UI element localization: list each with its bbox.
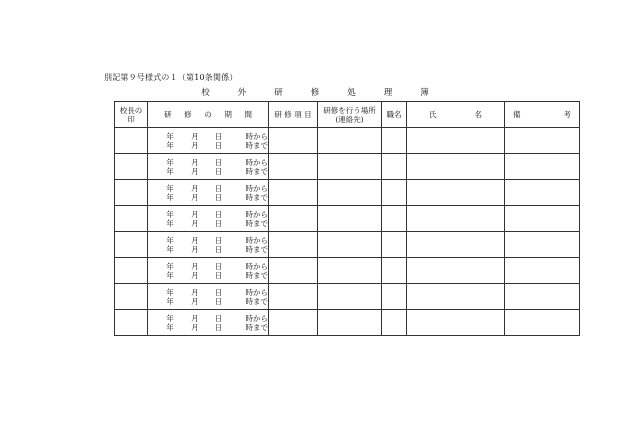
header-training-place	[318, 102, 382, 128]
header-position: 職名	[382, 102, 407, 128]
header-period-char: 期	[224, 110, 232, 119]
title-char: 理	[383, 88, 393, 98]
period-year-label: 年	[166, 287, 174, 297]
header-remarks	[505, 102, 580, 128]
header-row	[115, 102, 580, 128]
training-place-cell[interactable]	[318, 206, 382, 232]
title-char: 外	[237, 88, 247, 98]
training-period-cell[interactable]	[148, 128, 269, 154]
table-row	[115, 258, 580, 284]
period-from-line	[148, 236, 268, 245]
training-item-cell[interactable]	[269, 258, 318, 284]
period-day-label: 日	[214, 209, 223, 219]
remarks-cell[interactable]	[505, 180, 580, 206]
period-until-label: 時まで	[245, 296, 268, 306]
period-day-label: 日	[214, 183, 223, 193]
period-day-label: 日	[214, 157, 223, 167]
training-period-cell[interactable]	[148, 154, 269, 180]
position-cell[interactable]	[382, 310, 407, 336]
form-reference: 別記第９号様式の１（第10条関係）	[104, 73, 238, 82]
period-year-label: 年	[166, 244, 174, 254]
name-cell[interactable]	[407, 232, 505, 258]
period-month-label: 月	[191, 261, 199, 271]
period-from-label: 時から	[245, 157, 268, 167]
name-cell[interactable]	[407, 284, 505, 310]
period-year-label: 年	[166, 218, 174, 228]
period-until-label: 時まで	[245, 244, 268, 254]
period-until-label: 時まで	[245, 140, 268, 150]
period-month-label: 月	[191, 235, 199, 245]
training-period-cell[interactable]	[148, 310, 269, 336]
period-month-label: 月	[191, 218, 199, 228]
period-month-label: 月	[191, 157, 199, 167]
period-until-line	[148, 297, 268, 306]
name-cell[interactable]	[407, 128, 505, 154]
training-period-cell[interactable]	[148, 258, 269, 284]
training-period-cell[interactable]	[148, 284, 269, 310]
training-item-cell[interactable]	[269, 284, 318, 310]
name-cell[interactable]	[407, 180, 505, 206]
period-year-label: 年	[166, 296, 174, 306]
period-from-label: 時から	[245, 261, 268, 271]
period-from-line	[148, 184, 268, 193]
period-from-label: 時から	[245, 313, 268, 323]
title-char: 処	[347, 88, 356, 98]
period-until-line	[148, 219, 268, 228]
period-from-label: 時から	[245, 287, 268, 297]
period-month-label: 月	[191, 322, 199, 332]
training-place-cell[interactable]	[318, 258, 382, 284]
period-year-label: 年	[166, 140, 174, 150]
header-name-char: 名	[474, 110, 482, 119]
period-day-label: 日	[214, 287, 223, 297]
position-cell[interactable]	[382, 232, 407, 258]
remarks-cell[interactable]	[505, 258, 580, 284]
period-year-label: 年	[166, 209, 174, 219]
period-day-label: 日	[214, 261, 223, 271]
period-from-label: 時から	[245, 235, 268, 245]
header-principal-seal-line2: 印	[127, 114, 135, 124]
period-year-label: 年	[166, 131, 174, 141]
period-until-label: 時まで	[245, 218, 268, 228]
position-cell[interactable]	[382, 284, 407, 310]
header-remarks-char: 考	[563, 110, 571, 119]
period-until-line	[148, 167, 268, 176]
remarks-cell[interactable]	[505, 128, 580, 154]
header-period-char: の	[204, 110, 212, 119]
period-year-label: 年	[166, 183, 174, 193]
principal-seal-cell[interactable]	[115, 284, 148, 310]
period-day-label: 日	[214, 218, 223, 228]
period-day-label: 日	[214, 235, 223, 245]
header-training-place-line2: (連絡先)	[335, 114, 364, 124]
training-item-cell[interactable]	[269, 180, 318, 206]
training-place-cell[interactable]	[318, 284, 382, 310]
period-until-line	[148, 245, 268, 254]
header-period-char: 研	[164, 110, 172, 119]
period-until-line	[148, 141, 268, 150]
remarks-cell[interactable]	[505, 284, 580, 310]
table-row	[115, 232, 580, 258]
period-month-label: 月	[191, 313, 199, 323]
training-register-table	[114, 101, 580, 336]
period-day-label: 日	[214, 270, 223, 280]
remarks-cell[interactable]	[505, 232, 580, 258]
period-year-label: 年	[166, 235, 174, 245]
title-char: 修	[310, 88, 320, 98]
period-until-line	[148, 193, 268, 202]
header-name-char: 氏	[429, 110, 437, 119]
table-row	[115, 128, 580, 154]
training-place-cell[interactable]	[318, 310, 382, 336]
principal-seal-cell[interactable]	[115, 128, 148, 154]
name-cell[interactable]	[407, 258, 505, 284]
period-day-label: 日	[214, 192, 223, 202]
table-row	[115, 180, 580, 206]
header-name	[407, 102, 505, 128]
training-place-cell[interactable]	[318, 180, 382, 206]
table-row	[115, 310, 580, 336]
period-month-label: 月	[191, 209, 199, 219]
period-day-label: 日	[214, 166, 223, 176]
remarks-cell[interactable]	[505, 310, 580, 336]
period-day-label: 日	[214, 296, 223, 306]
period-month-label: 月	[191, 192, 199, 202]
period-day-label: 日	[214, 244, 223, 254]
principal-seal-cell[interactable]	[115, 180, 148, 206]
training-item-cell[interactable]	[269, 206, 318, 232]
period-from-line	[148, 314, 268, 323]
header-remarks-char: 備	[513, 110, 521, 119]
period-day-label: 日	[214, 322, 223, 332]
training-item-cell[interactable]	[269, 154, 318, 180]
period-month-label: 月	[191, 287, 199, 297]
period-year-label: 年	[166, 313, 174, 323]
position-cell[interactable]	[382, 128, 407, 154]
header-training-place-line1: 研修を行う場所	[323, 105, 376, 115]
header-principal-seal-line1: 校長の	[119, 105, 143, 115]
training-period-cell[interactable]	[148, 180, 269, 206]
period-month-label: 月	[191, 296, 199, 306]
period-year-label: 年	[166, 261, 174, 271]
period-year-label: 年	[166, 192, 174, 202]
position-cell[interactable]	[382, 206, 407, 232]
principal-seal-cell[interactable]	[115, 206, 148, 232]
name-cell[interactable]	[407, 310, 505, 336]
period-from-label: 時から	[245, 131, 268, 141]
period-year-label: 年	[166, 157, 174, 167]
name-cell[interactable]	[407, 206, 505, 232]
header-training-item: 研 修 項 目	[269, 102, 318, 128]
title-char: 校	[201, 88, 210, 98]
period-from-label: 時から	[245, 183, 268, 193]
training-place-cell[interactable]	[318, 232, 382, 258]
training-place-cell[interactable]	[318, 154, 382, 180]
training-place-cell[interactable]	[318, 128, 382, 154]
position-cell[interactable]	[382, 154, 407, 180]
principal-seal-cell[interactable]	[115, 258, 148, 284]
position-cell[interactable]	[382, 258, 407, 284]
period-day-label: 日	[214, 131, 223, 141]
period-until-label: 時まで	[245, 322, 268, 332]
period-until-label: 時まで	[245, 192, 268, 202]
principal-seal-cell[interactable]	[115, 310, 148, 336]
period-from-label: 時から	[245, 209, 268, 219]
period-from-line	[148, 132, 268, 141]
period-until-label: 時まで	[245, 270, 268, 280]
period-month-label: 月	[191, 183, 199, 193]
period-from-line	[148, 262, 268, 271]
period-until-label: 時まで	[245, 166, 268, 176]
remarks-cell[interactable]	[505, 154, 580, 180]
training-period-cell[interactable]	[148, 232, 269, 258]
remarks-cell[interactable]	[505, 206, 580, 232]
header-period-char: 修	[184, 110, 192, 119]
period-month-label: 月	[191, 270, 199, 280]
period-from-line	[148, 158, 268, 167]
training-item-cell[interactable]	[269, 128, 318, 154]
period-month-label: 月	[191, 244, 199, 254]
training-item-cell[interactable]	[269, 310, 318, 336]
title-char: 研	[274, 88, 283, 98]
period-from-line	[148, 210, 268, 219]
training-item-cell[interactable]	[269, 232, 318, 258]
header-principal-seal	[115, 102, 148, 128]
period-until-line	[148, 271, 268, 280]
title-char: 簿	[420, 88, 429, 98]
table-row	[115, 154, 580, 180]
principal-seal-cell[interactable]	[115, 232, 148, 258]
period-year-label: 年	[166, 166, 174, 176]
name-cell[interactable]	[407, 154, 505, 180]
period-day-label: 日	[214, 313, 223, 323]
table-row	[115, 206, 580, 232]
principal-seal-cell[interactable]	[115, 154, 148, 180]
document-title	[0, 86, 630, 98]
header-period-char: 間	[244, 110, 252, 119]
period-year-label: 年	[166, 270, 174, 280]
period-until-line	[148, 323, 268, 332]
period-year-label: 年	[166, 322, 174, 332]
period-month-label: 月	[191, 131, 199, 141]
period-month-label: 月	[191, 140, 199, 150]
period-month-label: 月	[191, 166, 199, 176]
table-row	[115, 284, 580, 310]
position-cell[interactable]	[382, 180, 407, 206]
training-period-cell[interactable]	[148, 206, 269, 232]
period-from-line	[148, 288, 268, 297]
header-training-period	[148, 102, 269, 128]
period-day-label: 日	[214, 140, 223, 150]
